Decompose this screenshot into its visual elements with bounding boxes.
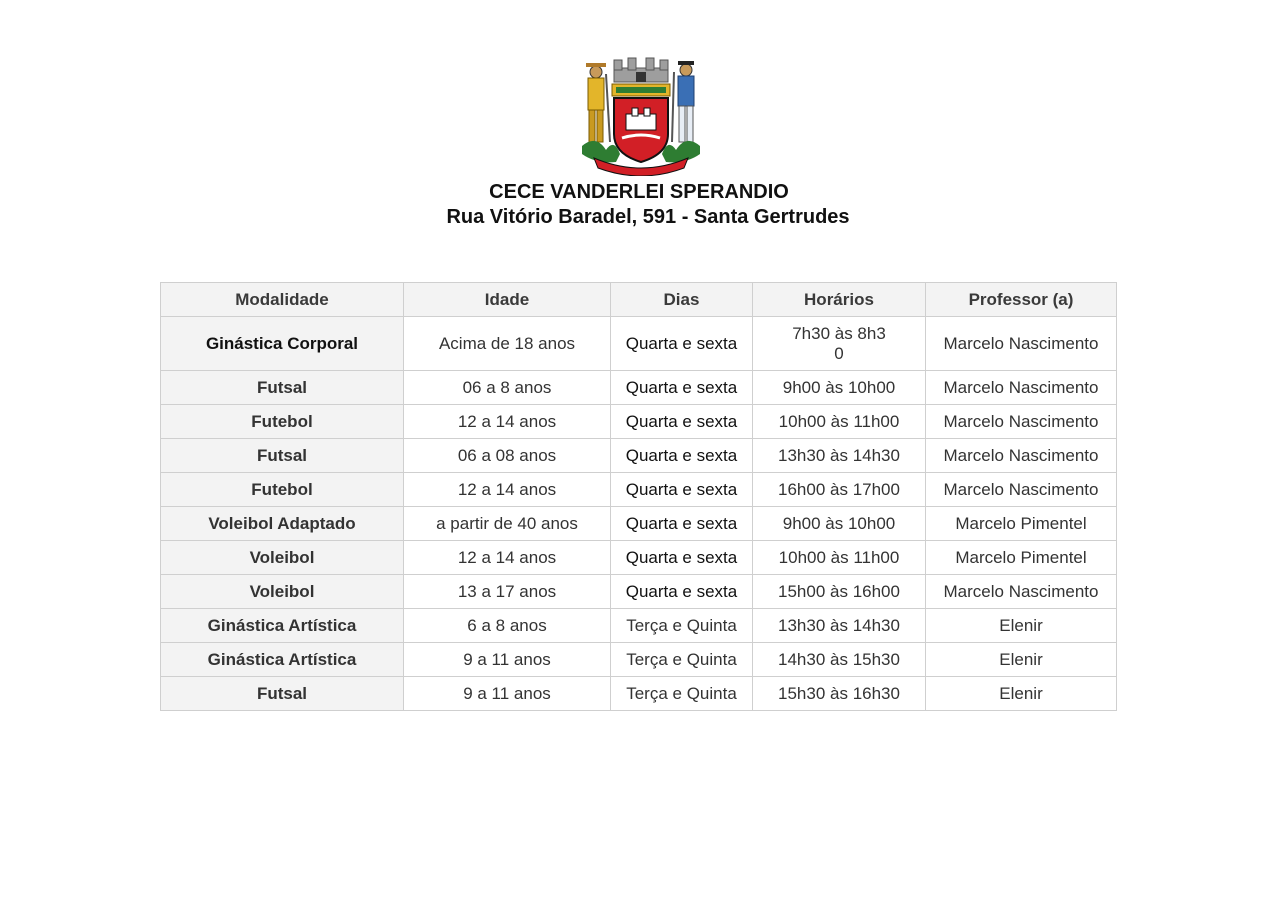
table-row (161, 439, 1117, 473)
column-header-dias: Dias (611, 283, 753, 317)
address-line: Rua Vitório Baradel, 591 - Santa Gertrudes (446, 206, 850, 228)
cell-idade: 12 a 14 anos (404, 541, 611, 575)
cell-dias: Terça e Quinta (611, 609, 753, 643)
cell-horarios: 7h30 às 8h3 0 (753, 317, 926, 371)
cell-dias: Terça e Quinta (611, 643, 753, 677)
column-header-professor: Professor (a) (926, 283, 1117, 317)
table-row (161, 643, 1117, 677)
cell-professor: Marcelo Nascimento (926, 405, 1117, 439)
cell-idade: 06 a 08 anos (404, 439, 611, 473)
cell-dias: Terça e Quinta (611, 677, 753, 711)
cell-modalidade: Ginástica Artística (161, 643, 404, 677)
cell-horarios: 15h00 às 16h00 (753, 575, 926, 609)
table-header-row (161, 283, 1117, 317)
cell-dias: Quarta e sexta (611, 317, 753, 371)
cell-idade: 12 a 14 anos (404, 473, 611, 507)
cell-horarios: 15h30 às 16h30 (753, 677, 926, 711)
cell-modalidade: Voleibol Adaptado (161, 507, 404, 541)
cell-modalidade: Ginástica Artística (161, 609, 404, 643)
column-header-modalidade: Modalidade (161, 283, 404, 317)
cell-modalidade: Ginástica Corporal (161, 317, 404, 371)
cell-modalidade: Voleibol (161, 541, 404, 575)
cell-dias: Quarta e sexta (611, 575, 753, 609)
cell-professor: Marcelo Nascimento (926, 317, 1117, 371)
cell-dias: Quarta e sexta (611, 405, 753, 439)
cell-professor: Marcelo Pimentel (926, 507, 1117, 541)
table-row (161, 541, 1117, 575)
cell-professor: Marcelo Nascimento (926, 371, 1117, 405)
cell-professor: Marcelo Nascimento (926, 439, 1117, 473)
cell-modalidade: Futsal (161, 677, 404, 711)
cell-modalidade: Voleibol (161, 575, 404, 609)
cell-dias: Quarta e sexta (611, 507, 753, 541)
cell-professor: Marcelo Nascimento (926, 473, 1117, 507)
document-header (0, 180, 1280, 230)
cell-horarios: 10h00 às 11h00 (753, 405, 926, 439)
cell-horarios: 13h30 às 14h30 (753, 439, 926, 473)
cell-horarios: 10h00 às 11h00 (753, 541, 926, 575)
cell-dias: Quarta e sexta (611, 371, 753, 405)
schedule-table (160, 282, 1117, 711)
cell-horarios: 9h00 às 10h00 (753, 507, 926, 541)
table-row (161, 473, 1117, 507)
cell-idade: 06 a 8 anos (404, 371, 611, 405)
table-row (161, 677, 1117, 711)
cell-horarios: 9h00 às 10h00 (753, 371, 926, 405)
table-row (161, 609, 1117, 643)
table-row (161, 507, 1117, 541)
cell-dias: Quarta e sexta (611, 473, 753, 507)
cell-professor: Elenir (926, 677, 1117, 711)
cell-professor: Marcelo Pimentel (926, 541, 1117, 575)
cell-horarios: 14h30 às 15h30 (753, 643, 926, 677)
cell-modalidade: Futebol (161, 405, 404, 439)
column-header-idade: Idade (404, 283, 611, 317)
cell-dias: Quarta e sexta (611, 541, 753, 575)
cell-horarios: 13h30 às 14h30 (753, 609, 926, 643)
cell-professor: Elenir (926, 609, 1117, 643)
page-title: CECE VANDERLEI SPERANDIO (489, 181, 789, 203)
cell-modalidade: Futebol (161, 473, 404, 507)
cell-idade: 9 a 11 anos (404, 677, 611, 711)
table-row (161, 575, 1117, 609)
cell-idade: 9 a 11 anos (404, 643, 611, 677)
cell-idade: 6 a 8 anos (404, 609, 611, 643)
coat-of-arms-icon (576, 54, 706, 176)
cell-modalidade: Futsal (161, 371, 404, 405)
cell-idade: 13 a 17 anos (404, 575, 611, 609)
cell-modalidade: Futsal (161, 439, 404, 473)
cell-idade: a partir de 40 anos (404, 507, 611, 541)
cell-horarios: 16h00 às 17h00 (753, 473, 926, 507)
table-row (161, 371, 1117, 405)
column-header-horarios: Horários (753, 283, 926, 317)
cell-professor: Elenir (926, 643, 1117, 677)
cell-idade: Acima de 18 anos (404, 317, 611, 371)
cell-professor: Marcelo Nascimento (926, 575, 1117, 609)
table-row (161, 317, 1117, 371)
table-row (161, 405, 1117, 439)
cell-dias: Quarta e sexta (611, 439, 753, 473)
cell-idade: 12 a 14 anos (404, 405, 611, 439)
